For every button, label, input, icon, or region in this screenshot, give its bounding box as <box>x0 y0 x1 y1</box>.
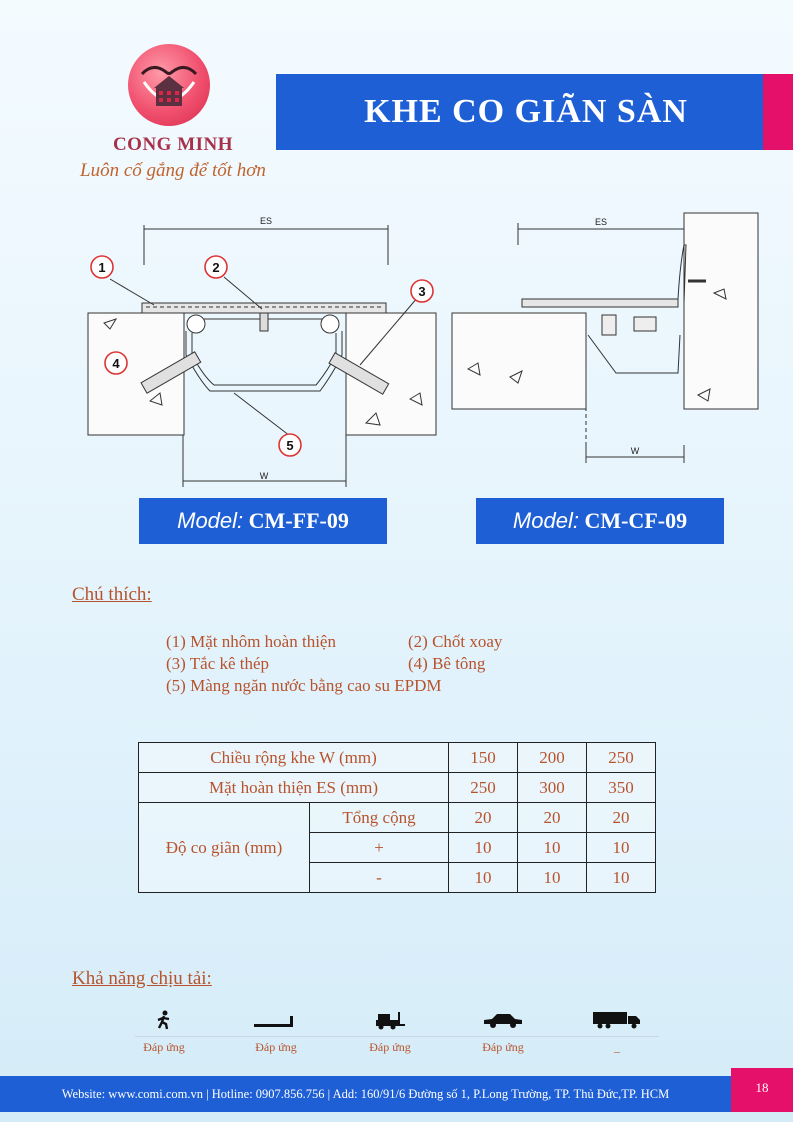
load-status: Đáp ứng <box>482 1040 524 1054</box>
page-number: 18 <box>731 1068 793 1112</box>
diagram-cm-cf-09 <box>448 205 764 470</box>
es-label-2: ES <box>594 217 608 227</box>
load-capacity-row <box>0 1010 793 1070</box>
model-code: CM-CF-09 <box>584 508 688 533</box>
table-cell: 20 <box>587 803 656 833</box>
table-cell: 150 <box>449 743 518 773</box>
load-status: Đáp ứng <box>255 1040 297 1054</box>
model-code: CM-FF-09 <box>248 508 349 533</box>
page-title: KHE CO GIÃN SÀN <box>364 93 688 130</box>
company-logo <box>128 44 210 126</box>
table-row <box>139 743 656 773</box>
es-label: ES <box>259 216 273 226</box>
callout-2: 2 <box>212 260 220 275</box>
load-item-truck <box>567 1010 667 1055</box>
legend-item: (4) Bê tông <box>408 654 486 673</box>
table-cell: 10 <box>518 863 587 893</box>
load-status: Đáp ứng <box>143 1040 185 1054</box>
truck-icon <box>592 1010 642 1030</box>
pedestrian-icon <box>153 1010 175 1030</box>
diagram-cm-ff-09 <box>80 205 440 495</box>
footer-contact: Website: www.comi.com.vn | Hotline: 0907.856.756 | Add: 160/91/6 Đường số 1, P.Long Trường, TP. Thủ Đức,TP. HCM <box>0 1076 731 1112</box>
logo-building-icon <box>128 44 210 126</box>
model-prefix: Model: <box>512 508 579 533</box>
table-cell: 10 <box>587 863 656 893</box>
forklift-icon <box>374 1010 406 1030</box>
table-cell: 250 <box>587 743 656 773</box>
row-label: Độ co giãn (mm) <box>139 803 310 893</box>
callout-3: 3 <box>418 284 426 299</box>
sub-label: Tổng cộng <box>310 803 449 833</box>
spec-table <box>138 742 656 893</box>
hand-cart-icon <box>252 1010 300 1030</box>
row-label: Chiều rộng khe W (mm) <box>139 743 449 773</box>
brand-slogan: Luôn cố gắng để tốt hơn <box>80 160 266 181</box>
legend-title: Chú thích: <box>72 584 152 605</box>
sub-label: + <box>310 833 449 863</box>
brand-name: CONG MINH <box>112 134 234 155</box>
table-cell: 350 <box>587 773 656 803</box>
table-row <box>139 773 656 803</box>
table-cell: 200 <box>518 743 587 773</box>
table-cell: 10 <box>587 833 656 863</box>
table-cell: 20 <box>518 803 587 833</box>
load-item-forklift <box>340 1010 440 1055</box>
callout-4: 4 <box>112 356 120 371</box>
load-item-pedestrian <box>114 1010 214 1055</box>
table-row <box>139 803 656 833</box>
sub-label: - <box>310 863 449 893</box>
load-item-cart <box>226 1010 326 1055</box>
table-cell: 10 <box>449 863 518 893</box>
table-cell: 250 <box>449 773 518 803</box>
table-cell: 10 <box>518 833 587 863</box>
model-label-ff <box>139 498 387 544</box>
row-label: Mặt hoàn thiện ES (mm) <box>139 773 449 803</box>
callout-1: 1 <box>98 260 106 275</box>
load-status: Đáp ứng <box>369 1040 411 1054</box>
legend-item: (5) Màng ngăn nước bằng cao su EPDM <box>166 676 442 695</box>
legend-item: (3) Tắc kê thép <box>166 654 270 673</box>
model-prefix: Model: <box>177 508 244 533</box>
table-cell: 20 <box>449 803 518 833</box>
w-label-2: W <box>630 446 640 456</box>
table-cell: 300 <box>518 773 587 803</box>
car-icon <box>482 1010 524 1030</box>
w-label: W <box>259 471 269 481</box>
load-item-car <box>453 1010 553 1055</box>
callout-5: 5 <box>286 438 294 453</box>
load-title: Khả năng chịu tải: <box>72 968 212 989</box>
load-status: _ <box>614 1040 620 1054</box>
legend-item: (1) Mặt nhôm hoàn thiện <box>166 632 336 651</box>
table-cell: 10 <box>449 833 518 863</box>
model-label-cf <box>476 498 724 544</box>
legend-item: (2) Chốt xoay <box>408 632 503 651</box>
